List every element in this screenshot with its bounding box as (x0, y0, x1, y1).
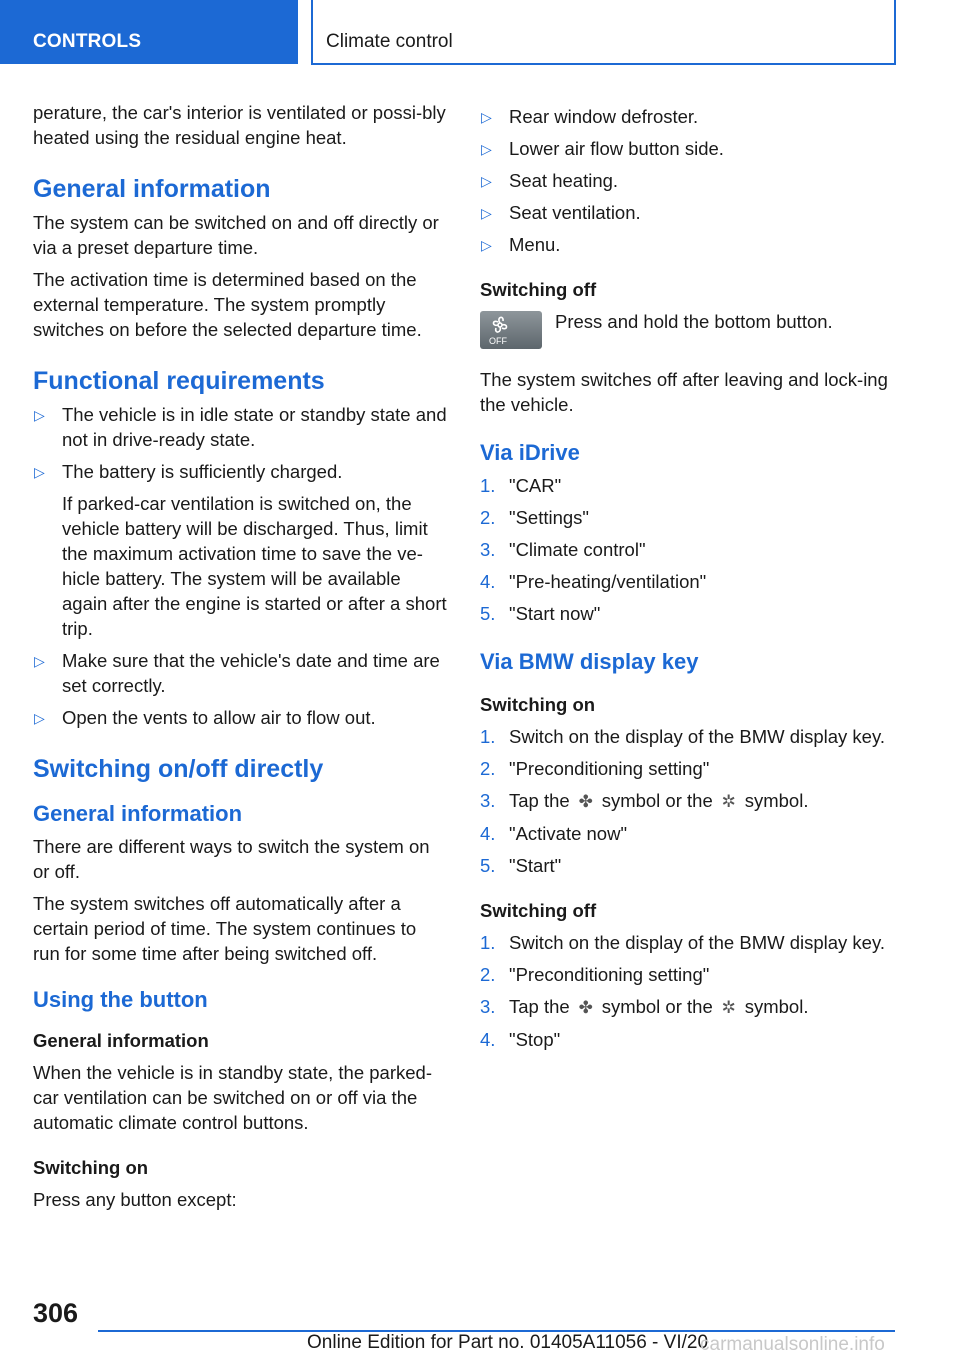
list-item: 3. "Climate control" (480, 539, 646, 560)
heating-icon: ✲ (721, 792, 736, 811)
list-item: 2. "Preconditioning setting" (480, 964, 710, 985)
list-item: 2. "Preconditioning setting" (480, 758, 710, 779)
triangle-bullet-icon: ▷ (34, 464, 45, 480)
general-info-p2: The activation time is determined based on the external temperature. The system promptly switches on before the selected departure time. (33, 269, 422, 340)
idrive-steps (480, 473, 892, 626)
triangle-bullet-icon: ▷ (34, 653, 45, 669)
list-item: 5. "Start now" (480, 603, 601, 624)
off-button-text: Press and hold the bottom button. (555, 311, 833, 332)
list-item: 3. Tap the ✤ symbol or the ✲ symbol. (480, 994, 892, 1020)
key-off-steps (480, 930, 892, 1052)
left-column (33, 100, 448, 1219)
triangle-bullet-icon: ▷ (481, 173, 492, 189)
page-number: 306 (33, 1298, 79, 1328)
via-idrive-heading: Via iDrive (480, 440, 580, 465)
switching-p2: The system switches off automatically after a certain period of time. The system continues to run for some time after being switched off. (33, 893, 417, 964)
off-button-row (480, 309, 892, 353)
list-item: ▷ Open the vents to allow air to flow out. (33, 705, 448, 730)
battery-note: If parked-car ventilation is switched on, the vehicle battery will be discharged. Thus, limit the maximum activation time to save the ve-hicle battery. The system will be available again after the engine is started or after a short trip. (62, 493, 447, 639)
list-item: ▷ Seat ventilation. (480, 200, 892, 225)
switching-heading: Switching on/off directly (33, 755, 324, 783)
right-column (480, 104, 892, 1059)
using-button-heading: Using the button (33, 987, 208, 1012)
key-off-heading: Switching off (480, 900, 597, 921)
list-item: 4. "Stop" (480, 1029, 561, 1050)
list-item: 1. Switch on the display of the BMW display key. (480, 932, 885, 953)
button-general-heading: General information (33, 1030, 209, 1051)
button-on-heading: Switching on (33, 1157, 149, 1178)
edition-text: Online Edition for Part no. 01405A11056 - VI/20 (307, 1332, 709, 1353)
triangle-bullet-icon: ▷ (481, 109, 492, 125)
functional-req-heading: Functional requirements (33, 367, 325, 395)
list-item: ▷ The battery is sufficiently charged. If parked-car ventilation is switched on, the vehicle battery will be discharged. Thus, limit the maximum activation time to save the ve-hicle battery. The system will be available again after the engine is started or after a short trip. (34, 461, 447, 639)
triangle-bullet-icon: ▷ (34, 710, 45, 726)
via-display-key-heading: Via BMW display key (480, 649, 699, 674)
functional-req-list (33, 402, 448, 730)
list-item: ▷ Rear window defroster. (480, 104, 892, 129)
switching-p1: There are different ways to switch the system on or off. (33, 836, 430, 882)
key-on-steps (480, 724, 892, 878)
switching-general-heading: General information (33, 801, 243, 826)
list-item: 5. "Start" (480, 855, 562, 876)
list-item: ▷ The vehicle is in idle state or standby state and not in drive-ready state. (34, 404, 447, 450)
list-item: ▷ Seat heating. (480, 168, 892, 193)
triangle-bullet-icon: ▷ (481, 205, 492, 221)
watermark: carmanualsonline.info (700, 1334, 885, 1355)
list-item: ▷ Menu. (480, 232, 892, 257)
heating-icon: ✲ (721, 998, 736, 1017)
triangle-bullet-icon: ▷ (481, 141, 492, 157)
off-label: OFF (489, 336, 507, 346)
fan-icon: ✤ (578, 998, 593, 1017)
topic-tab: Climate control (311, 0, 896, 65)
list-item: 2. "Settings" (480, 507, 589, 528)
switching-off-p: The system switches off after leaving and lock-ing the vehicle. (480, 369, 888, 415)
list-item: 4. "Pre-heating/ventilation" (480, 571, 707, 592)
list-item: 4. "Activate now" (480, 823, 628, 844)
general-info-p1: The system can be switched on and off directly or via a preset departure time. (33, 212, 439, 258)
general-info-heading: General information (33, 175, 271, 203)
fan-icon: ✤ (578, 792, 593, 811)
switching-off-heading: Switching off (480, 279, 597, 300)
list-item: ▷ Make sure that the vehicle's date and time are set correctly. (34, 650, 440, 696)
list-item: ▷ Lower air flow button side. (480, 136, 892, 161)
except-list (480, 104, 892, 257)
fan-off-button-icon (480, 311, 542, 349)
list-item: 3. Tap the ✤ symbol or the ✲ symbol. (480, 788, 892, 814)
triangle-bullet-icon: ▷ (34, 407, 45, 423)
section-tab: CONTROLS (0, 0, 298, 64)
triangle-bullet-icon: ▷ (481, 237, 492, 253)
intro-paragraph: perature, the car's interior is ventilated or possi-bly heated using the residual engine heat. (33, 102, 446, 148)
button-general-p: When the vehicle is in standby state, the parked-car ventilation can be switched on or off via the automatic climate control buttons. (33, 1062, 432, 1133)
key-on-heading: Switching on (480, 694, 596, 715)
button-on-p: Press any button except: (33, 1189, 237, 1210)
list-item: 1. "CAR" (480, 475, 562, 496)
list-item: 1. Switch on the display of the BMW display key. (480, 726, 885, 747)
